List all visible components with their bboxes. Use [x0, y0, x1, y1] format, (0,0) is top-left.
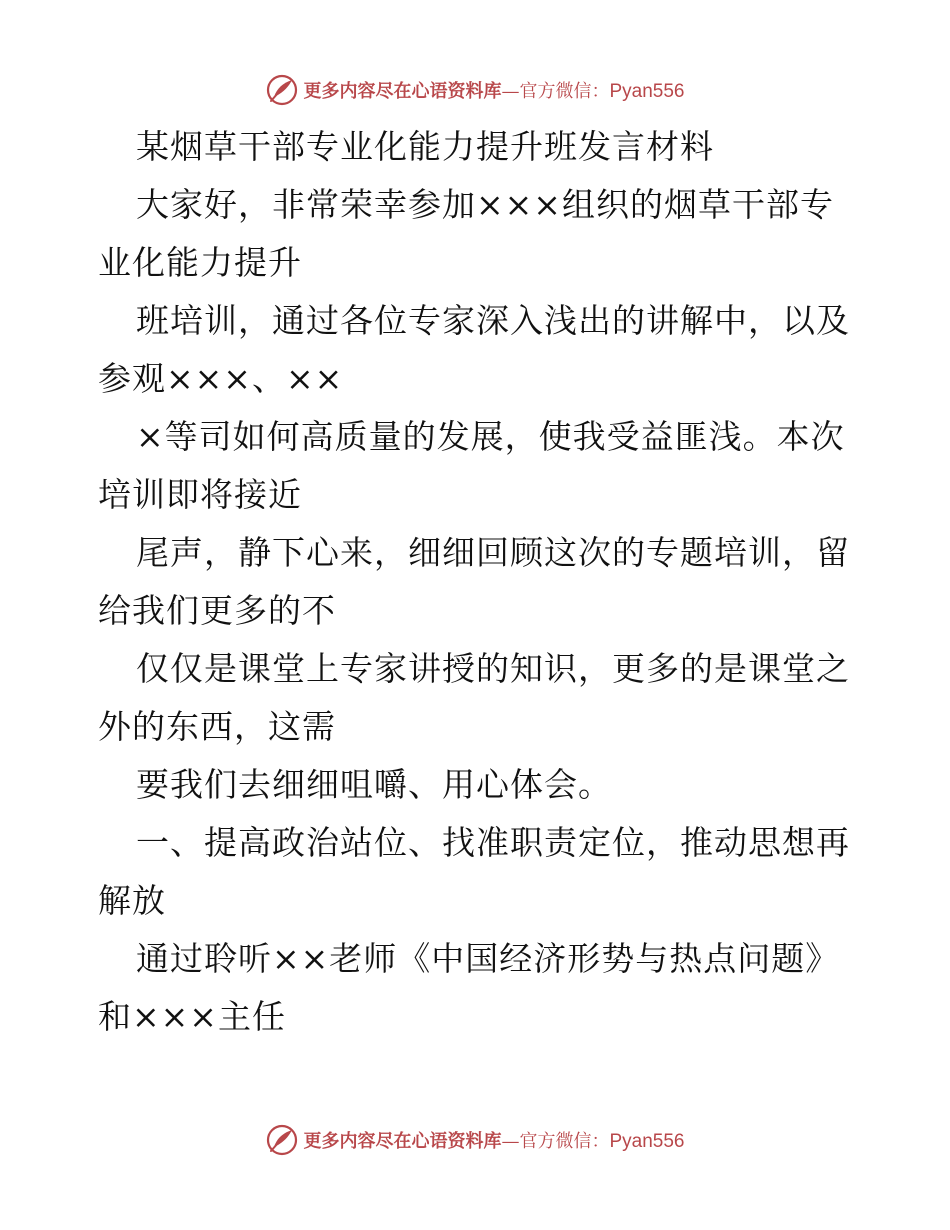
- paragraph-line: 大家好，非常荣幸参加×××组织的烟草干部专: [136, 185, 834, 224]
- section-heading: 一、提高政治站位、找准职责定位，推动思想再: [136, 823, 850, 862]
- document-body: [98, 118, 853, 1046]
- paragraph-line: 给我们更多的不: [98, 591, 336, 630]
- footer-banner: [0, 1120, 950, 1160]
- paragraph-line: 参观×××、××: [98, 359, 344, 398]
- paragraph-line: 培训即将接近: [98, 475, 302, 514]
- banner-wechat-id: Pyan556: [609, 81, 685, 102]
- banner-wechat-id: Pyan556: [609, 1131, 685, 1152]
- quill-logo-icon: [265, 1123, 299, 1157]
- paragraph-line: 通过聆听××老师《中国经济形势与热点问题》: [136, 939, 840, 978]
- section-heading-continued: 解放: [98, 881, 166, 920]
- paragraph-line: 外的东西，这需: [98, 707, 336, 746]
- banner-wechat-label: 官方微信：: [519, 1131, 610, 1152]
- banner-main-text: 更多内容尽在心语资料库: [303, 81, 502, 102]
- paragraph-line: 尾声，静下心来，细细回顾这次的专题培训，留: [136, 533, 850, 572]
- banner-separator: —: [501, 1131, 520, 1152]
- paragraph-line: ×等司如何高质量的发展，使我受益匪浅。本次: [136, 417, 845, 456]
- quill-logo-icon: [265, 73, 299, 107]
- paragraph-line: 业化能力提升: [98, 243, 302, 282]
- banner-separator: —: [501, 81, 520, 102]
- paragraph-line: 要我们去细细咀嚼、用心体会。: [136, 765, 612, 804]
- paragraph-line: 和×××主任: [98, 997, 286, 1036]
- paragraph-line: 班培训，通过各位专家深入浅出的讲解中，以及: [136, 301, 850, 340]
- banner-wechat-label: 官方微信：: [519, 81, 610, 102]
- document-title: 某烟草干部专业化能力提升班发言材料: [136, 127, 714, 166]
- banner-main-text: 更多内容尽在心语资料库: [303, 1131, 502, 1152]
- header-banner: [0, 70, 950, 110]
- paragraph-line: 仅仅是课堂上专家讲授的知识，更多的是课堂之: [136, 649, 850, 688]
